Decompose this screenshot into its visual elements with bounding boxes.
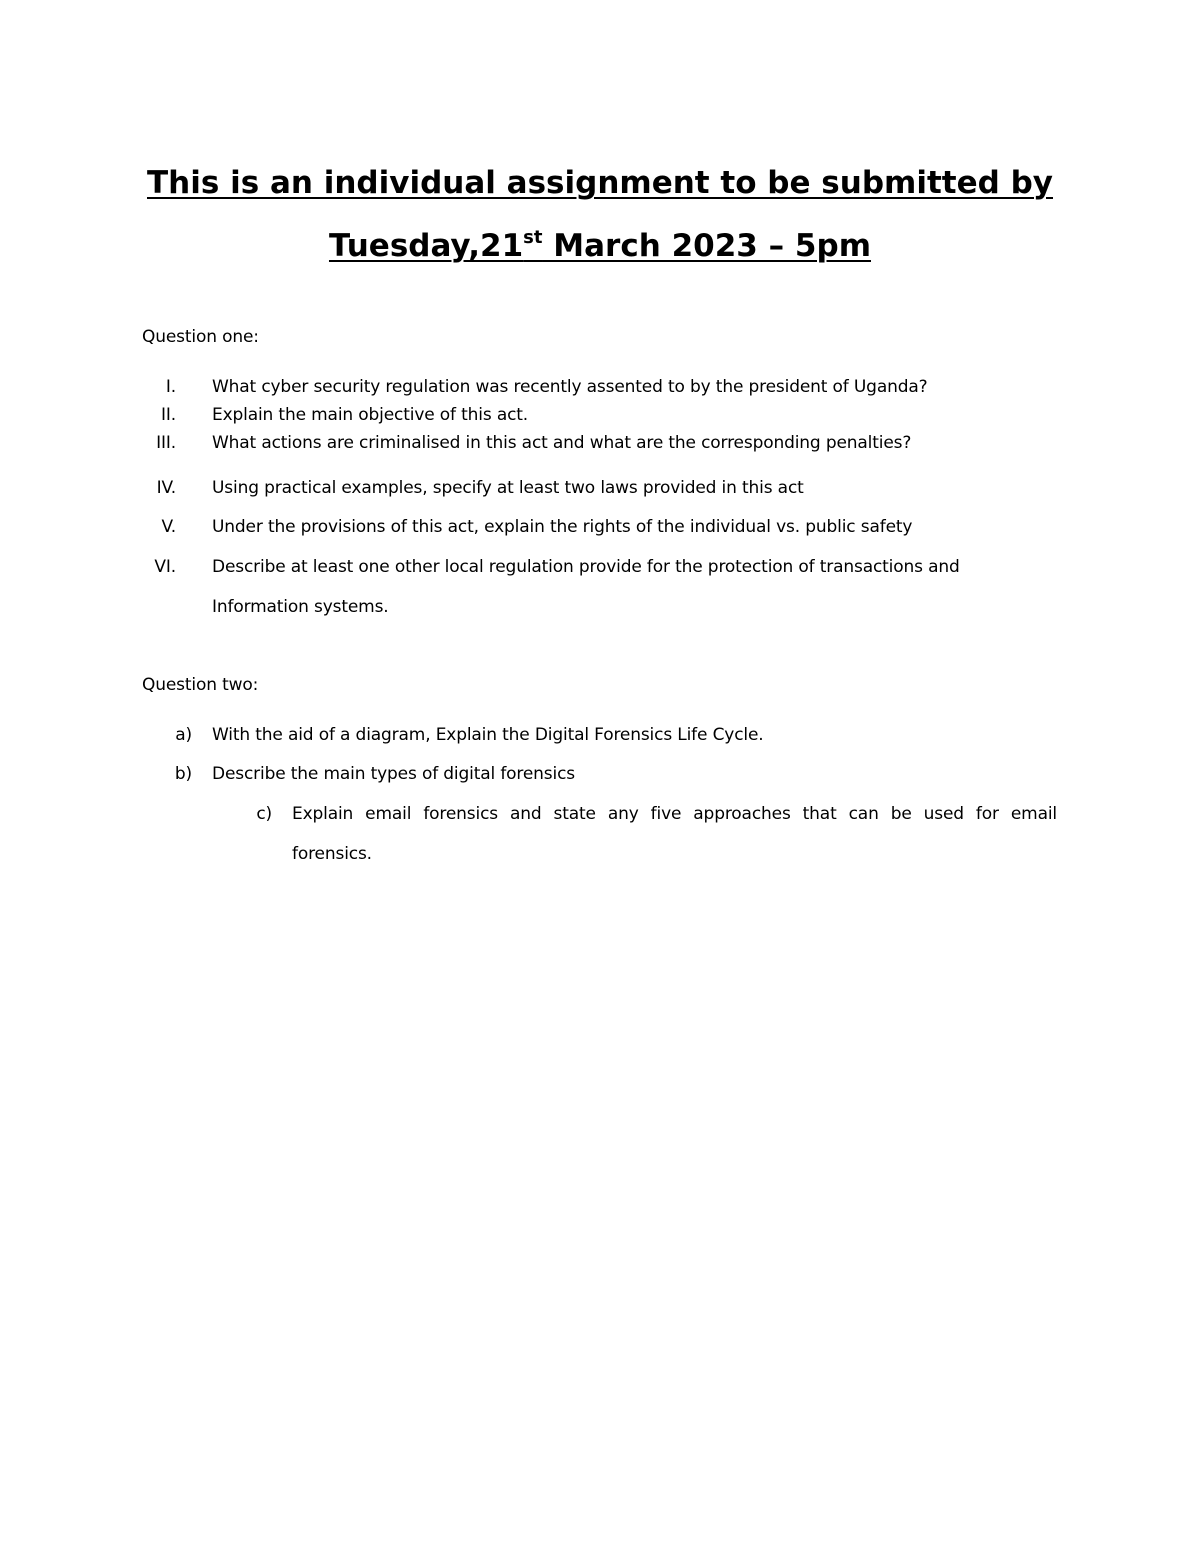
title-date-superscript: st bbox=[523, 227, 543, 248]
title-text-1: This is an individual assignment to be submitted by bbox=[147, 165, 1053, 201]
item-text: Explain the main objective of this act. bbox=[212, 405, 529, 425]
question-two-heading: Question two: bbox=[142, 675, 259, 695]
item-text: What actions are criminalised in this act and what are the corresponding penalties? bbox=[212, 433, 912, 453]
item-marker: III. bbox=[156, 433, 176, 453]
item-text: Describe the main types of digital forensics bbox=[212, 764, 575, 784]
item-marker: c) bbox=[256, 804, 272, 824]
item-marker: b) bbox=[174, 764, 192, 784]
item-text-continuation: forensics. bbox=[292, 844, 372, 864]
title-line-1 bbox=[0, 165, 1200, 201]
item-text: Explain email forensics and state any five approaches that can be used for email bbox=[292, 804, 1057, 824]
item-marker: I. bbox=[165, 377, 176, 397]
title-date-suffix: March 2023 – 5pm bbox=[542, 228, 871, 264]
title-line-2 bbox=[0, 228, 1200, 264]
item-text: Using practical examples, specify at least two laws provided in this act bbox=[212, 478, 804, 498]
question-one-heading: Question one: bbox=[142, 327, 259, 347]
item-text: With the aid of a diagram, Explain the Digital Forensics Life Cycle. bbox=[212, 725, 764, 745]
item-text-continuation: Information systems. bbox=[212, 597, 389, 617]
item-marker: II. bbox=[161, 405, 176, 425]
item-marker: IV. bbox=[156, 478, 176, 498]
item-text: Under the provisions of this act, explain the rights of the individual vs. public safety bbox=[212, 517, 913, 537]
item-text: Describe at least one other local regulation provide for the protection of transactions and bbox=[212, 557, 960, 577]
title-date-prefix: Tuesday,21 bbox=[328, 228, 524, 264]
item-marker: VI. bbox=[154, 557, 176, 577]
item-marker: a) bbox=[175, 725, 192, 745]
item-marker: V. bbox=[161, 517, 176, 537]
item-text: What cyber security regulation was recently assented to by the president of Uganda? bbox=[212, 377, 928, 397]
